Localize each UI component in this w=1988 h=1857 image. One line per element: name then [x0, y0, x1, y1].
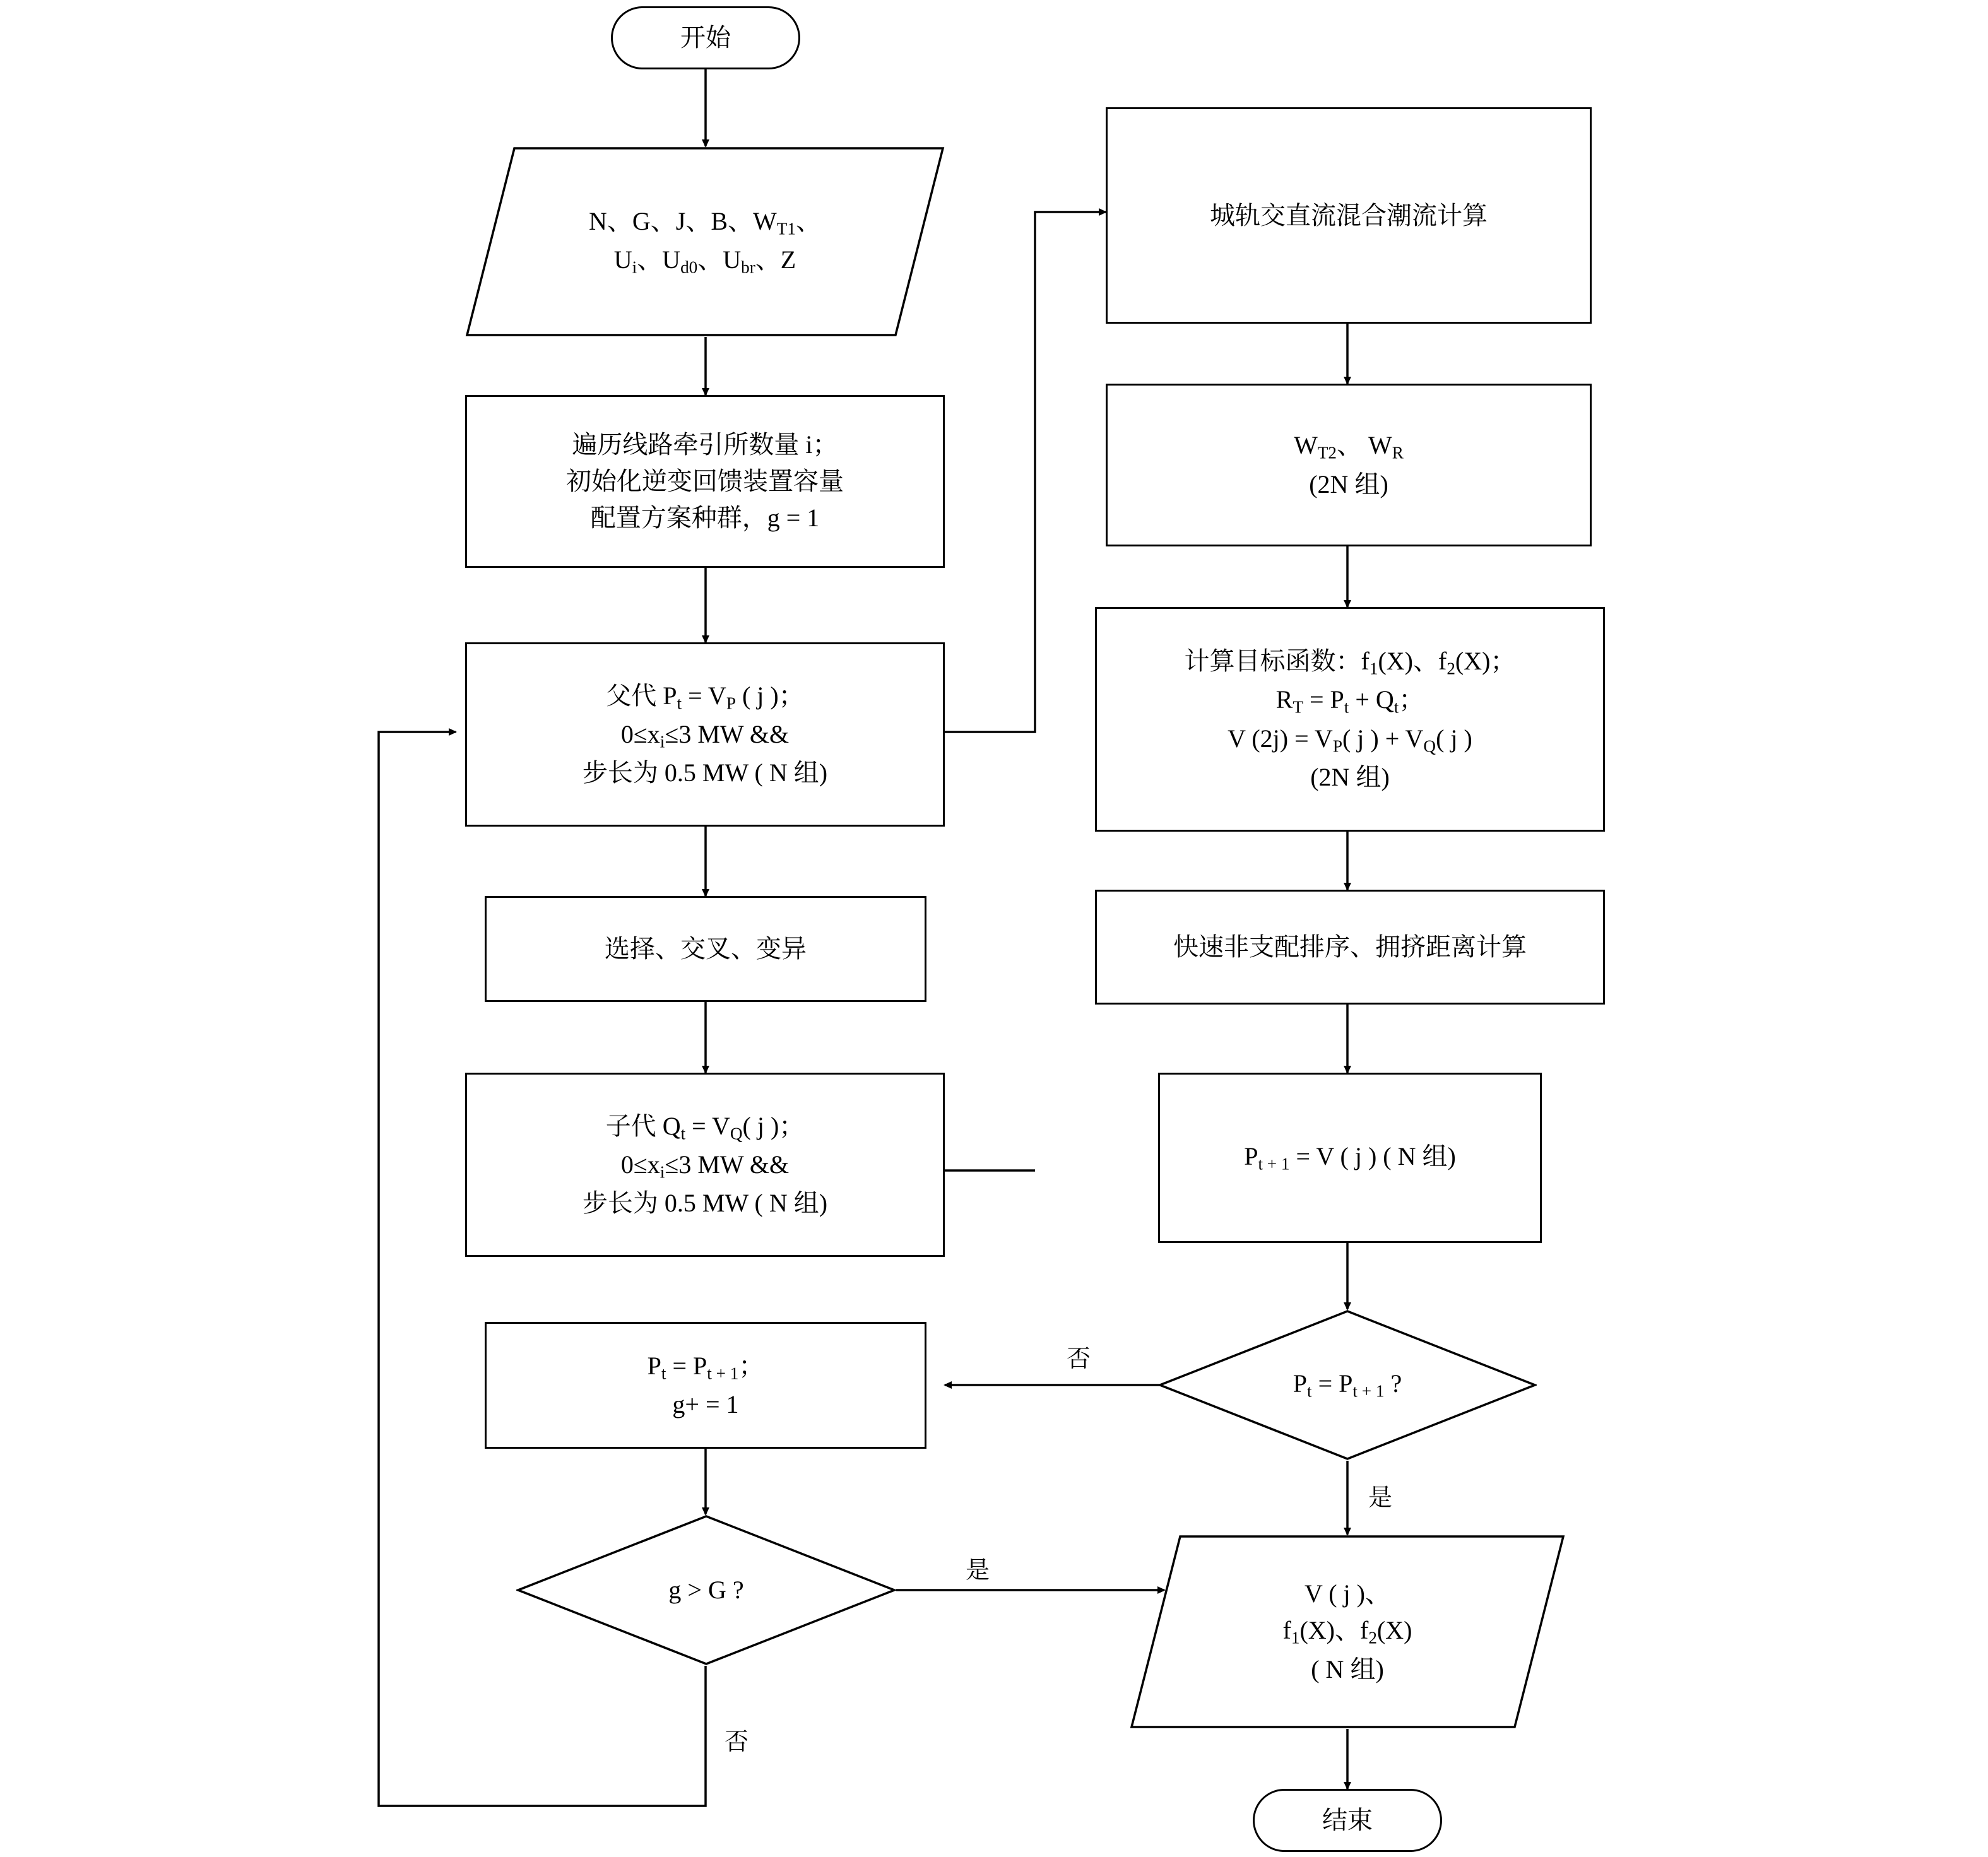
node-output-text: [1130, 1535, 1565, 1729]
decision-generation-line1: g > G ?: [668, 1576, 744, 1604]
node-objective-function: [1095, 607, 1605, 832]
objective-line4: (2N 组): [1310, 762, 1390, 791]
node-decision-converge: [1158, 1309, 1537, 1461]
input-line2: $U_i$、$U_{d0}$、$U_{br}$、Z: [613, 245, 796, 277]
decision-converge-line1: $P_t = P_{t + 1}$ ?: [1293, 1369, 1402, 1401]
node-energy-results: [1106, 384, 1592, 546]
parent-line2: $0\le x_i\le 3$ MW &&: [620, 720, 790, 752]
node-update-population: [485, 1322, 926, 1449]
node-input-params: [465, 146, 945, 337]
init-line2: 初始化逆变回馈装置容量: [566, 467, 844, 495]
node-power-flow-calc: [1106, 107, 1592, 324]
sorting-line1: 快速非支配排序、拥挤距离计算: [1173, 933, 1527, 961]
node-next-population: [1158, 1073, 1542, 1243]
edge-label-generation-no: 否: [725, 1729, 749, 1755]
output-line2: $f_1(X)$、$f_2(X)$: [1282, 1616, 1412, 1648]
decision-converge-text: [1158, 1309, 1537, 1461]
parent-line1: 父代 $P_t = V_P$ ( j )；: [606, 681, 804, 713]
output-line1: V ( j )、: [1305, 1579, 1390, 1608]
node-start: [611, 6, 800, 69]
input-line1: N、G、J、B、$W_{T1}$、: [589, 206, 821, 239]
node-output-results: [1130, 1535, 1565, 1729]
node-genetic-operators: [485, 896, 926, 1002]
update-line2: g+ = 1: [672, 1390, 739, 1419]
node-start-label: 开始: [680, 23, 731, 52]
node-end-label: 结束: [1322, 1806, 1373, 1834]
node-child-population: [465, 1073, 945, 1257]
energy-line1: $W_{T2}$、 $W_R$: [1294, 431, 1404, 463]
genetic-ops-line1: 选择、交叉、变异: [605, 934, 807, 963]
update-line1: $P_t = P_{t + 1}$；: [647, 1351, 764, 1383]
node-decision-generation: [516, 1514, 896, 1666]
init-line1: 遍历线路牵引所数量 i；: [572, 430, 838, 459]
node-init: [465, 395, 945, 568]
next-pop-line1: $P_{t + 1} = V$ ( j ) ( N 组): [1244, 1142, 1456, 1174]
edge-label-generation-yes: 是: [966, 1557, 990, 1584]
objective-line1: 计算目标函数：$f_1(X)$、$f_2(X)$；: [1184, 647, 1516, 679]
child-line3: 步长为 0.5 MW ( N 组): [582, 1189, 828, 1218]
node-input-params-text: [465, 146, 945, 337]
energy-line2: (2N 组): [1309, 469, 1388, 498]
edge-label-converge-yes: 是: [1368, 1485, 1393, 1511]
objective-line2: $R_T = P_t + Q_t$；: [1275, 685, 1424, 717]
objective-line3: V $(2j) = V_P$( j ) + $V_Q$( j ): [1228, 724, 1472, 756]
powerflow-line1: 城轨交直流混合潮流计算: [1210, 201, 1488, 230]
child-line1: 子代 $Q_t = V_Q$( j )；: [605, 1111, 805, 1143]
decision-generation-text: [516, 1514, 896, 1666]
child-line2: $0\le x_i\le 3$ MW &&: [620, 1150, 790, 1182]
init-line3: 配置方案种群，g = 1: [590, 504, 820, 532]
node-parent-population: [465, 642, 945, 827]
node-nondominated-sorting: [1095, 890, 1605, 1005]
node-end: [1253, 1789, 1442, 1852]
output-line3: ( N 组): [1311, 1654, 1384, 1683]
edge-label-converge-no: 否: [1067, 1346, 1091, 1372]
parent-line3: 步长为 0.5 MW ( N 组): [582, 758, 828, 787]
